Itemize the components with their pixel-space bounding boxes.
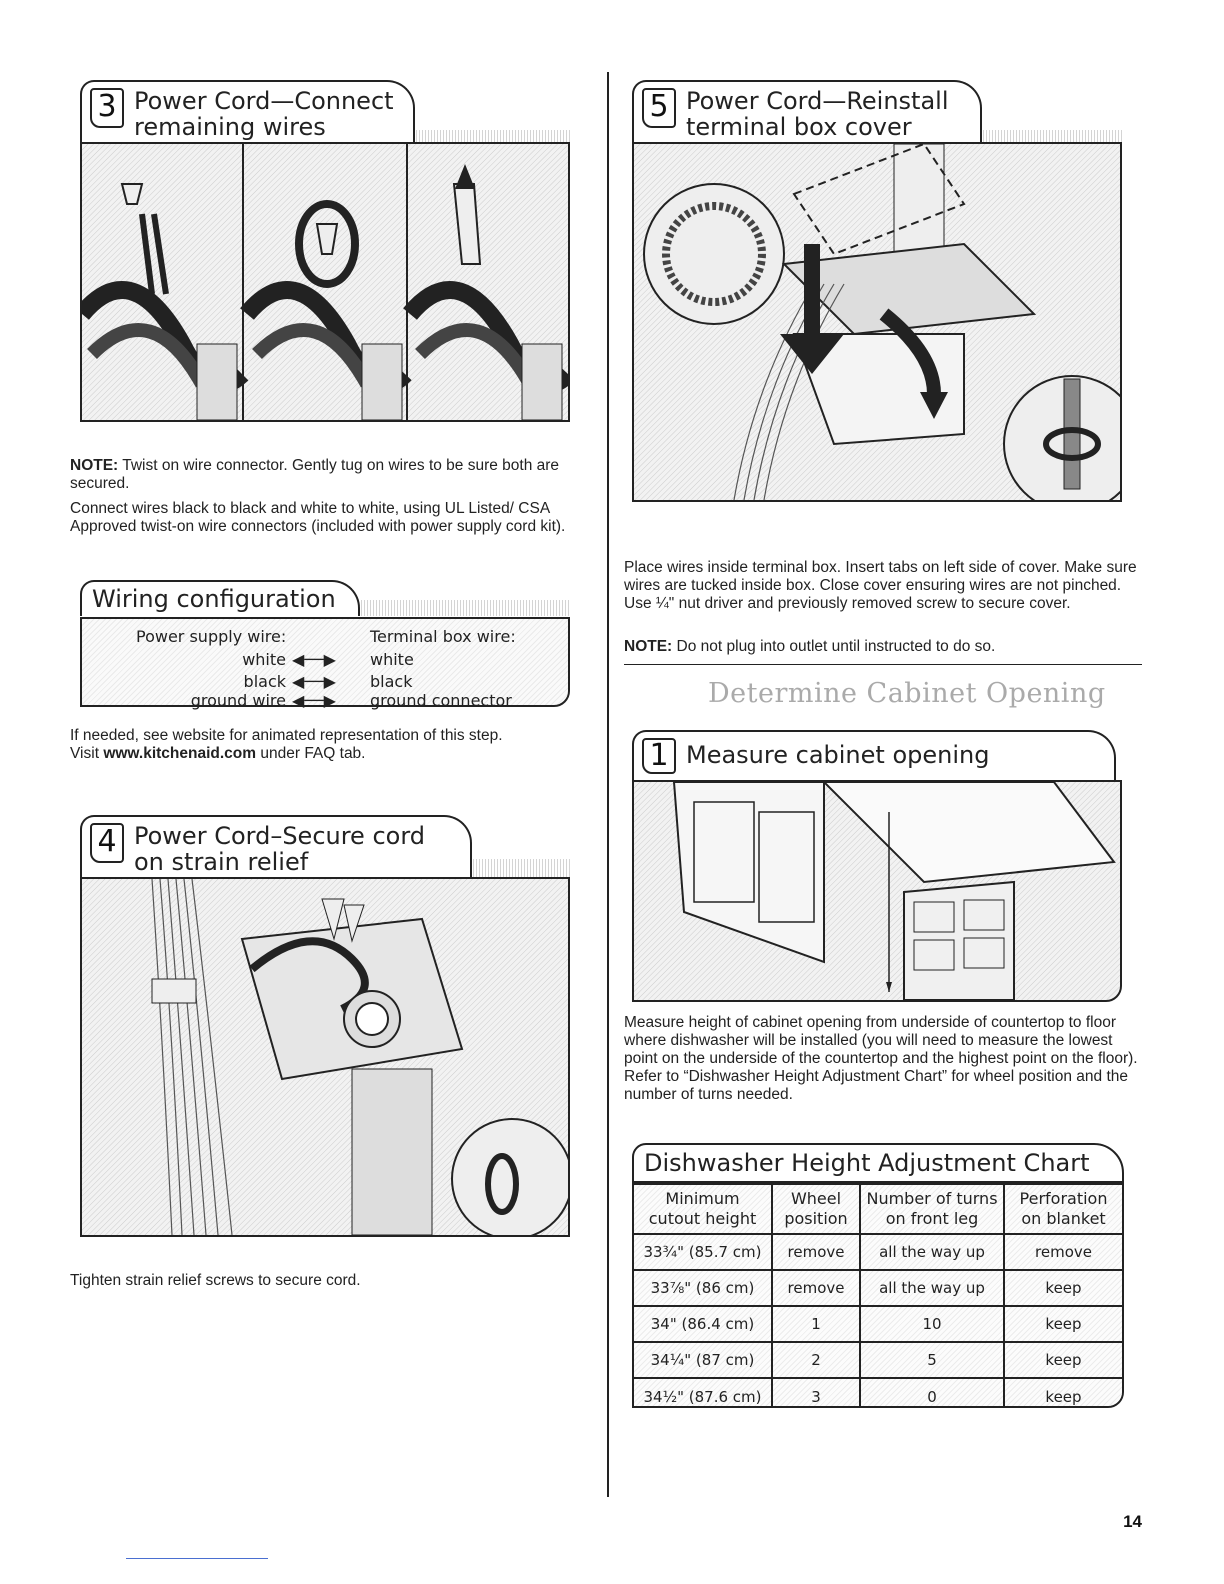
step5-note: NOTE: Do not plug into outlet until instructed to do so. [624, 638, 996, 655]
wire-left-black: black [243, 672, 286, 691]
step5-title: Power Cord—Reinstall terminal box cover [686, 87, 949, 141]
wire-right-ground: ground connector [370, 691, 512, 710]
wiring-table [80, 617, 570, 710]
perforation-cell: remove [1004, 1234, 1122, 1270]
table-row [634, 1270, 1122, 1306]
wheel-position-cell: 2 [772, 1342, 860, 1378]
help-text: If needed, see website for animated representation of this step. Visit www.kitchenaid.com under FAQ tab. [70, 727, 503, 762]
turns-cell: 5 [860, 1342, 1004, 1378]
perforation-cell: keep [1004, 1306, 1122, 1342]
step3-illustration [80, 142, 570, 422]
cabinet-opening-illustration [634, 782, 1120, 1000]
step1-body: Measure height of cabinet opening from underside of countertop to floor where dishwasher will be installed (you will need to measure the lowest point on the underside of the countertop and the highest point on the floor). Refer to “Dishwasher Height Adjustment Chart” for wheel position and the number of turns needed. [624, 1014, 1138, 1103]
cutout-height-cell: 34½" (87.6 cm) [634, 1378, 772, 1408]
chart-title: Dishwasher Height Adjustment Chart [634, 1145, 1122, 1183]
wire-connector-illustration [82, 144, 568, 420]
turns-cell: all the way up [860, 1234, 1004, 1270]
step3-title: Power Cord—Connect remaining wires [134, 87, 394, 141]
table-row [634, 1234, 1122, 1270]
step5-panel [632, 80, 1122, 502]
table-row [634, 1342, 1122, 1378]
header-number-of-turns: Number of turns on front leg [860, 1184, 1004, 1234]
wiring-config-title: Wiring configuration [92, 585, 336, 613]
footer-link-line [126, 1558, 268, 1559]
perforation-cell: keep [1004, 1342, 1122, 1378]
wheel-position-cell: remove [772, 1234, 860, 1270]
step4-illustration [80, 877, 570, 1237]
cutout-height-cell: 34¼" (87 cm) [634, 1342, 772, 1378]
turns-cell: all the way up [860, 1270, 1004, 1306]
step5-illustration [632, 142, 1122, 502]
section-rule [624, 664, 1142, 665]
turns-cell: 0 [860, 1378, 1004, 1408]
cutout-height-cell: 33⅞" (86 cm) [634, 1270, 772, 1306]
chart-header-row [634, 1184, 1122, 1234]
terminal-box-illustration [634, 144, 1120, 500]
header-wheel-position: Wheel position [772, 1184, 860, 1234]
wire-left-ground: ground wire [190, 691, 286, 710]
step3-panel [80, 80, 570, 422]
perforation-cell: keep [1004, 1270, 1122, 1306]
step1-number: 1 [642, 738, 676, 774]
step3-header [80, 80, 415, 142]
step4-panel [80, 815, 570, 1237]
double-arrow-icon: ◀──▶ [292, 650, 336, 669]
double-arrow-icon: ◀──▶ [292, 672, 336, 691]
step4-title: Power Cord–Secure cord on strain relief [134, 822, 426, 876]
step3-note: NOTE: Twist on wire connector. Gently tug on wires to be sure both are secured. [70, 457, 560, 492]
step5-header [632, 80, 982, 142]
wire-right-black: black [370, 672, 413, 691]
section-heading: Determine Cabinet Opening [708, 678, 1106, 709]
strain-relief-illustration [82, 879, 568, 1235]
wire-right-white: white [370, 650, 414, 669]
header-perforation: Perforation on blanket [1004, 1184, 1122, 1234]
step4-number: 4 [90, 823, 124, 863]
chart-table [634, 1183, 1122, 1408]
page-number: 14 [1123, 1512, 1142, 1531]
wiring-config-panel [80, 580, 570, 616]
height-adjustment-chart [632, 1143, 1124, 1408]
header-cutout-height: Minimum cutout height [634, 1184, 772, 1234]
power-supply-header: Power supply wire: [136, 627, 287, 646]
wiring-config-header [80, 580, 360, 616]
wheel-position-cell: 3 [772, 1378, 860, 1408]
step5-body: Place wires inside terminal box. Insert tabs on left side of cover. Make sure wires are tucked inside box. Close cover ensuring wires are not pinched. Use ¼" nut driver and previously removed screw to secure cover. [624, 559, 1137, 612]
kitchenaid-link[interactable]: www.kitchenaid.com [103, 745, 257, 762]
turns-cell: 10 [860, 1306, 1004, 1342]
terminal-box-header: Terminal box wire: [370, 627, 516, 646]
wire-left-white: white [242, 650, 286, 669]
wheel-position-cell: 1 [772, 1306, 860, 1342]
table-row [634, 1378, 1122, 1408]
step4-header [80, 815, 472, 877]
cutout-height-cell: 34" (86.4 cm) [634, 1306, 772, 1342]
cutout-height-cell: 33¾" (85.7 cm) [634, 1234, 772, 1270]
step1-header [632, 730, 1116, 780]
step3-number: 3 [90, 88, 124, 128]
step3-body: Connect wires black to black and white to white, using UL Listed/ CSA Approved twist-on wire connectors (included with power supply cord kit). [70, 500, 566, 535]
wheel-position-cell: remove [772, 1270, 860, 1306]
step1-panel [632, 730, 1126, 1002]
step1-title: Measure cabinet opening [686, 741, 990, 769]
step1-illustration [632, 780, 1122, 1002]
step4-body: Tighten strain relief screws to secure cord. [70, 1272, 361, 1289]
table-row [634, 1306, 1122, 1342]
step5-number: 5 [642, 88, 676, 128]
double-arrow-icon: ◀──▶ [292, 691, 336, 710]
perforation-cell: keep [1004, 1378, 1122, 1408]
column-divider [607, 72, 609, 1497]
